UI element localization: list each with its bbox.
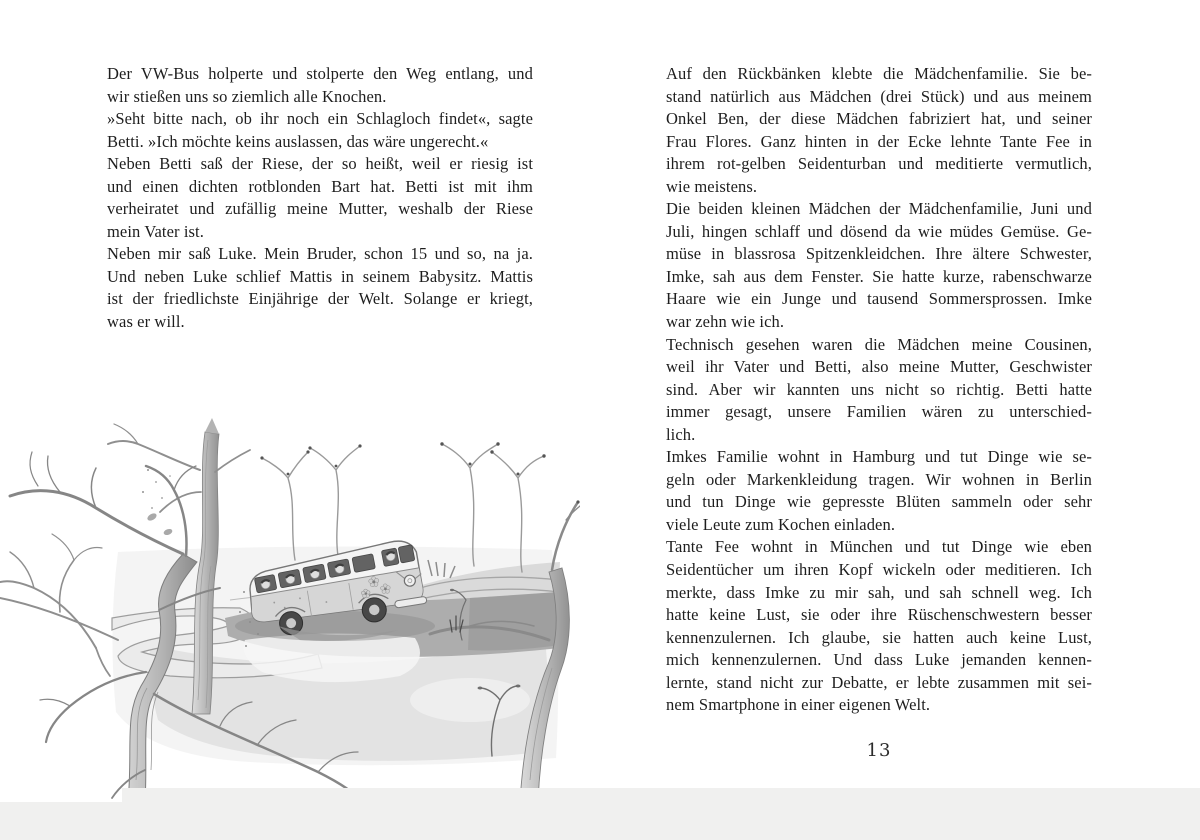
text-line: lich. (666, 424, 696, 444)
text-line: Auf den Rückbänken klebte die Mädchenfamilie. Sie be- (666, 64, 1092, 83)
text-line: war zehn wie ich. (666, 312, 785, 332)
headlight (404, 575, 416, 587)
text-line: Imke, sah aus dem Fenster. Sie hatte kurze, rabenschwarze (666, 266, 1092, 286)
text-line: Der VW-Bus holperte und stolperte den Weg entlang, und (107, 64, 533, 83)
text-line: wie meistens. (666, 176, 758, 196)
text-line: Neben Betti saß der Riese, der so heißt, weil er riesig ist (107, 154, 533, 174)
text-line: »Seht bitte nach, ob ihr noch ein Schlagloch findet«, sagte (107, 109, 533, 129)
text-line: mein Vater ist. (107, 221, 204, 241)
text-line: Technisch gesehen waren die Mädchen meine Cousinen, (666, 334, 1092, 354)
text-line: stand natürlich aus Mädchen (drei Stück) und aus meinem (666, 86, 1092, 106)
text-line: Frau Flores. Ganz hinten in der Ecke lehnte Tante Fee in (666, 131, 1092, 151)
text-line: Betti. »Ich möchte keins auslassen, das wäre ungerecht.« (107, 131, 489, 151)
vw-bus-illustration (0, 400, 580, 840)
left-page-text (107, 63, 533, 334)
text-line: ihrem rot-gelben Seidenturban und meditierte vermutlich, (666, 154, 1092, 174)
text-line: ist der friedlichste Einjährige der Welt. Solange er kriegt, (107, 289, 533, 309)
text-line: und einen dichten rotblonden Bart hat. Betti ist mit ihm (107, 176, 533, 196)
text-line: was er will. (107, 312, 185, 332)
text-line: viele Leute zum Kochen einladen. (666, 514, 896, 534)
text-line: wir stießen uns so ziemlich alle Knochen. (107, 86, 387, 106)
text-line: nem Smartphone in einer eigenen Welt. (666, 695, 931, 715)
text-line: weil ihr Vater und Betti, also meine Mutter, Geschwister (666, 357, 1092, 377)
text-line: Onkel Ben, der diese Mädchen fabriziert hat, und seiner (666, 109, 1092, 129)
right-page-text (666, 63, 1092, 717)
text-line: Tante Fee wohnt in München und tut Dinge wie eben (666, 537, 1092, 557)
text-line: geln oder Markenkleidung tragen. Wir wohnen in Berlin (666, 469, 1092, 489)
text-line: Neben mir saß Luke. Mein Bruder, schon 15 und so, na ja. (107, 244, 533, 264)
text-line: mich kennenzulernen. Und dass Luke jemanden kennen- (666, 650, 1092, 670)
text-line: kennenzulernen. Ich glaube, sie hatten auch keine Lust, (666, 627, 1092, 647)
text-line: Die beiden kleinen Mädchen der Mädchenfamilie, Juni und (666, 199, 1092, 219)
reader-background-band-lower (0, 802, 1200, 840)
text-line: verheiratet und zufällig meine Mutter, weshalb der Riese (107, 199, 533, 219)
text-line: Seidentücher um ihren Kopf wickeln oder meditieren. Ich (666, 560, 1092, 580)
text-line: Haare wie ein Junge und tausend Sommersprossen. Imke (666, 289, 1092, 309)
text-line: Juli, hingen schlaff und dösend da wie müdes Gemüse. Ge- (666, 221, 1092, 241)
text-line: Imkes Familie wohnt in Hamburg und tut Dinge wie se- (666, 447, 1092, 467)
far-left-tree (0, 534, 118, 676)
page-number: 13 (866, 740, 892, 761)
text-line: müse in blassrosa Spitzenkleidchen. Ihre ältere Schwester, (666, 244, 1092, 264)
text-line: hatte keine Lust, sie oder ihre Rüschenschwestern besser (666, 605, 1092, 625)
text-line: merkte, dass Imke zu mir sah, und sah schnell weg. Ich (666, 582, 1092, 602)
text-line: immer gesagt, unsere Familien wären zu unterschied- (666, 402, 1092, 422)
text-line: lernte, stand nicht zur Debatte, er lebte zusammen mit sei- (666, 672, 1092, 692)
text-line: Und neben Luke schlief Mattis in seinem Babysitz. Mattis (107, 266, 533, 286)
text-line: und tun Dinge wie gepresste Blüten sammeln oder sehr (666, 492, 1092, 512)
text-line: sind. Aber wir kannten uns nicht so richtig. Betti hatte (666, 379, 1092, 399)
